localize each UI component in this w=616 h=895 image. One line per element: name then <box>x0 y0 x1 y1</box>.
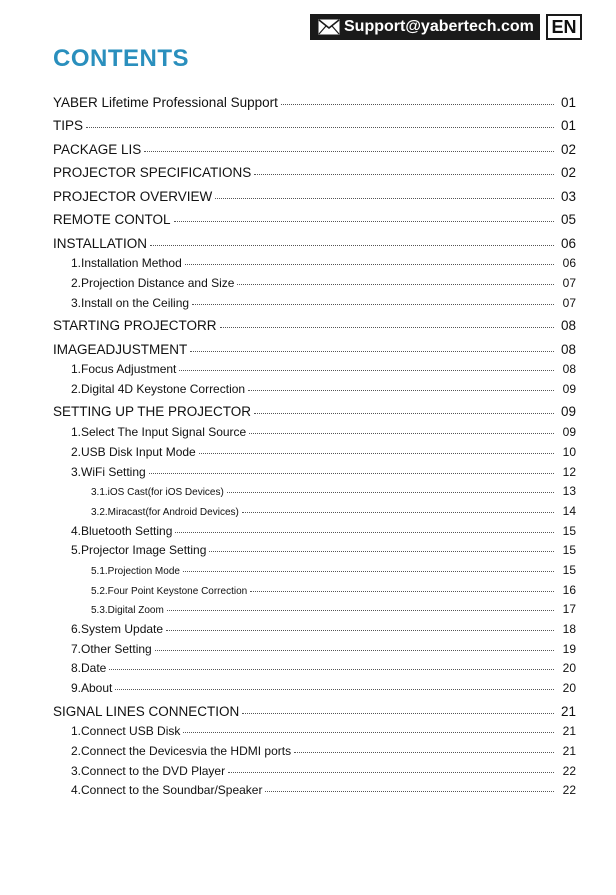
toc-entry-label: 5.3.Digital Zoom <box>91 605 164 617</box>
dot-leader <box>265 791 554 792</box>
toc-entry <box>53 636 576 656</box>
toc-entry <box>53 656 576 676</box>
toc-entry-page: 10 <box>562 444 576 459</box>
dot-leader <box>215 198 554 199</box>
dot-leader <box>242 512 554 513</box>
toc-entry-label: 2.Digital 4D Keystone Correction <box>71 381 246 396</box>
language-badge: EN <box>546 14 582 40</box>
dot-leader <box>150 245 554 246</box>
toc-entry-page: 03 <box>560 188 576 204</box>
dot-leader <box>254 413 554 414</box>
toc-entry-page: 01 <box>560 94 576 110</box>
toc-entry-label: PROJECTOR OVERVIEW <box>53 188 213 204</box>
toc-entry <box>53 419 576 439</box>
toc-entry-page: 07 <box>562 295 576 310</box>
dot-leader <box>144 151 554 152</box>
dot-leader <box>294 752 554 753</box>
toc-entry-label: 2.Projection Distance and Size <box>71 275 235 290</box>
toc-entry-page: 22 <box>562 763 576 778</box>
toc-entry <box>53 251 576 271</box>
toc-entry-label: 1.Focus Adjustment <box>71 362 177 377</box>
toc-entry <box>53 577 576 597</box>
toc-entry <box>53 518 576 538</box>
toc-entry-label: 3.1.iOS Cast(for iOS Devices) <box>91 487 224 499</box>
toc-entry <box>53 227 576 251</box>
dot-leader <box>149 473 554 474</box>
toc-entry-label: 3.WiFi Setting <box>71 464 146 479</box>
dot-leader <box>109 669 554 670</box>
toc-entry-page: 20 <box>562 681 576 696</box>
dot-leader <box>192 304 554 305</box>
toc-entry-page: 21 <box>560 703 576 719</box>
toc-entry <box>53 479 576 499</box>
toc-entry-label: 4.Bluetooth Setting <box>71 523 173 538</box>
toc-entry-label: TIPS <box>53 118 84 133</box>
toc-entry <box>53 498 576 518</box>
mail-icon <box>318 19 340 35</box>
toc-entry <box>53 270 576 290</box>
toc-entry-label: 2.Connect the Devicesvia the HDMI ports <box>71 743 292 758</box>
toc-entry-page: 21 <box>562 743 576 758</box>
toc-entry-label: 1.Connect USB Disk <box>71 724 181 739</box>
toc-entry-page: 14 <box>562 503 576 518</box>
toc-entry-label: INSTALLATION <box>53 235 148 251</box>
toc-entry <box>53 597 576 617</box>
toc-entry-label: 3.Connect to the DVD Player <box>71 763 226 778</box>
toc-entry-page: 15 <box>562 523 576 538</box>
toc-entry <box>53 616 576 636</box>
dot-leader <box>228 772 554 773</box>
toc-entry <box>53 204 576 228</box>
toc-entry-label: SETTING UP THE PROJECTOR <box>53 404 252 420</box>
dot-leader <box>185 264 554 265</box>
toc-entry-label: STARTING PROJECTORR <box>53 318 217 334</box>
toc-entry-page: 01 <box>560 118 576 133</box>
page-title: CONTENTS <box>53 45 189 72</box>
toc-entry <box>53 180 576 204</box>
dot-leader <box>248 390 554 391</box>
dot-leader <box>250 591 554 592</box>
table-of-contents <box>53 86 576 797</box>
toc-entry-label: 8.Date <box>71 661 107 676</box>
dot-leader <box>167 610 554 611</box>
toc-entry <box>53 695 576 719</box>
dot-leader <box>174 221 554 222</box>
dot-leader <box>179 370 554 371</box>
toc-entry-page: 18 <box>562 622 576 636</box>
toc-entry-label: SIGNAL LINES CONNECTION <box>53 703 240 719</box>
toc-entry-label: REMOTE CONTOL <box>53 212 171 227</box>
page-header <box>310 14 582 40</box>
toc-entry-page: 13 <box>562 484 576 499</box>
toc-entry-page: 08 <box>560 318 576 334</box>
toc-entry <box>53 133 576 157</box>
toc-entry-label: 5.2.Four Point Keystone Correction <box>91 585 248 597</box>
toc-entry-label: 2.USB Disk Input Mode <box>71 444 196 459</box>
toc-entry-label: 3.2.Miracast(for Android Devices) <box>91 506 239 518</box>
toc-entry <box>53 439 576 459</box>
dot-leader <box>242 713 554 714</box>
toc-entry-page: 17 <box>562 602 576 617</box>
toc-entry <box>53 738 576 758</box>
toc-entry-page: 21 <box>562 724 576 739</box>
dot-leader <box>227 492 554 493</box>
toc-entry <box>53 376 576 396</box>
dot-leader <box>155 650 554 651</box>
dot-leader <box>249 433 554 434</box>
toc-entry <box>53 557 576 577</box>
toc-entry <box>53 758 576 778</box>
toc-entry-page: 08 <box>562 362 576 377</box>
dot-leader <box>220 327 554 328</box>
toc-entry <box>53 719 576 739</box>
toc-entry-label: IMAGEADJUSTMENT <box>53 341 188 357</box>
toc-entry <box>53 396 576 420</box>
toc-entry <box>53 110 576 134</box>
toc-entry <box>53 778 576 798</box>
toc-entry-label: 1.Select The Input Signal Source <box>71 425 247 440</box>
toc-entry-page: 09 <box>560 404 576 420</box>
toc-entry-page: 07 <box>562 275 576 290</box>
toc-entry-page: 02 <box>560 141 576 157</box>
toc-entry <box>53 157 576 181</box>
toc-entry-label: 9.About <box>71 681 113 696</box>
toc-entry <box>53 290 576 310</box>
support-email: Support@yabertech.com <box>344 18 534 35</box>
toc-entry-page: 15 <box>562 562 576 577</box>
toc-entry <box>53 357 576 377</box>
toc-entry-page: 06 <box>560 235 576 251</box>
dot-leader <box>190 351 554 352</box>
toc-entry-page: 05 <box>560 212 576 227</box>
toc-entry-page: 12 <box>562 464 576 479</box>
dot-leader <box>199 453 554 454</box>
toc-entry <box>53 675 576 695</box>
toc-entry-label: 3.Install on the Ceiling <box>71 295 190 310</box>
toc-entry-page: 09 <box>562 381 576 396</box>
toc-entry-page: 02 <box>560 165 576 180</box>
toc-entry-page: 09 <box>562 425 576 440</box>
dot-leader <box>175 532 554 533</box>
dot-leader <box>183 732 554 733</box>
toc-entry-label: 5.Projector Image Setting <box>71 543 207 558</box>
toc-entry-page: 22 <box>562 783 576 798</box>
toc-entry-page: 15 <box>562 543 576 558</box>
dot-leader <box>281 104 554 105</box>
toc-entry-label: 7.Other Setting <box>71 641 152 656</box>
dot-leader <box>183 571 554 572</box>
toc-entry <box>53 310 576 334</box>
dot-leader <box>166 630 554 631</box>
toc-entry-label: 1.Installation Method <box>71 256 182 271</box>
toc-entry-label: PROJECTOR SPECIFICATIONS <box>53 165 252 180</box>
dot-leader <box>86 127 554 128</box>
toc-entry-label: YABER Lifetime Professional Support <box>53 94 278 110</box>
toc-entry-page: 20 <box>562 661 576 676</box>
toc-entry-page: 16 <box>562 582 576 597</box>
toc-entry <box>53 86 576 110</box>
toc-entry-label: PACKAGE LIS <box>53 141 142 157</box>
toc-entry-label: 5.1.Projection Mode <box>91 565 180 577</box>
dot-leader <box>115 689 554 690</box>
toc-entry <box>53 459 576 479</box>
toc-entry <box>53 538 576 558</box>
toc-entry-page: 19 <box>562 641 576 656</box>
toc-entry <box>53 333 576 357</box>
support-banner <box>310 14 540 40</box>
dot-leader <box>237 284 554 285</box>
toc-entry-label: 4.Connect to the Soundbar/Speaker <box>71 783 263 798</box>
toc-entry-label: 6.System Update <box>71 622 164 636</box>
dot-leader <box>209 551 554 552</box>
dot-leader <box>254 174 554 175</box>
toc-entry-page: 08 <box>560 341 576 357</box>
toc-entry-page: 06 <box>562 256 576 271</box>
